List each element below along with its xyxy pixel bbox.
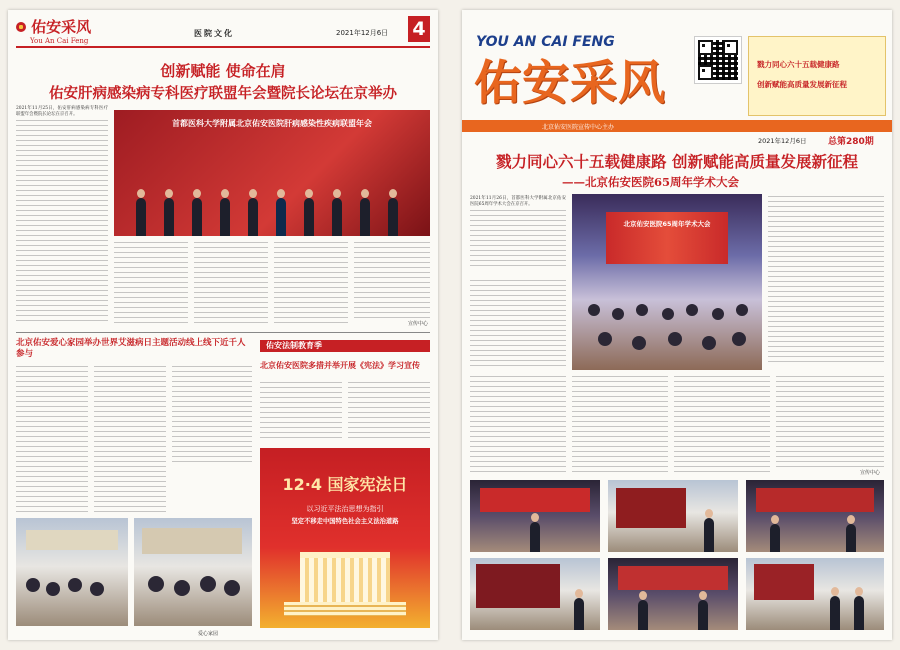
front-headline: 戮力同心六十五载健康路 创新赋能高质量发展新征程 bbox=[496, 152, 858, 171]
photo-screen bbox=[26, 530, 118, 550]
qr-finder-bl bbox=[698, 65, 713, 80]
grid-photo-4-screen bbox=[476, 564, 560, 608]
logo-cn: 佑安采风 bbox=[31, 18, 92, 36]
aids-day-photo-2 bbox=[134, 518, 252, 626]
poster-title: 12·4 国家宪法日 bbox=[282, 475, 408, 494]
article3-col2 bbox=[348, 382, 430, 442]
article2-col1 bbox=[16, 366, 88, 514]
great-hall-icon bbox=[300, 552, 390, 602]
qr-finder-tl bbox=[698, 40, 713, 55]
issue-date: 2021年12月6日 bbox=[336, 29, 389, 37]
page-4 bbox=[8, 10, 438, 640]
front-subhead: ——北京佑安医院65周年学术大会 bbox=[562, 175, 740, 189]
section-name: 医院文化 bbox=[194, 29, 234, 38]
qr-finder-tr bbox=[723, 40, 738, 55]
page-number: 4 bbox=[408, 16, 430, 42]
headline-kicker: 创新赋能 使命在肩 bbox=[160, 62, 286, 80]
article3-headline: 北京佑安医院多措并举开展《宪法》学习宣传 bbox=[260, 360, 420, 370]
poster-subtitle-2: 坚定不移走中国特色社会主义法治道路 bbox=[291, 518, 399, 525]
conference-banner: 北京佑安医院65周年学术大会 bbox=[623, 219, 711, 228]
article1-text bbox=[16, 120, 108, 325]
front-byline: 宣传中心 bbox=[859, 470, 880, 476]
page-header bbox=[16, 16, 430, 48]
article1-byline: 宣传中心 bbox=[407, 321, 428, 327]
article1-col5 bbox=[354, 242, 430, 318]
aids-day-photo-1 bbox=[16, 518, 128, 626]
photo-screen-2 bbox=[142, 528, 242, 554]
issue-number: 总第280期 bbox=[828, 137, 874, 147]
grid-photo-6-screen bbox=[754, 564, 814, 600]
grid-photo-3 bbox=[746, 480, 884, 552]
slogan-box bbox=[748, 36, 886, 116]
section-banner-label: 佑安法制教育季 bbox=[266, 341, 322, 350]
front-col1-mid bbox=[470, 280, 566, 370]
slogan-line-2: 创新赋能高质量发展新征程 bbox=[757, 80, 847, 89]
issue-date-right: 2021年12月6日 bbox=[758, 137, 807, 145]
article2-headline: 北京佑安爱心家园举办世界艾滋病日主题活动线上线下近千人参与 bbox=[16, 338, 246, 359]
slogan-line-1: 戮力同心六十五载健康路 bbox=[757, 60, 840, 69]
article1-col3 bbox=[194, 242, 268, 326]
grid-photo-5-screen bbox=[618, 566, 728, 590]
grid-photo-6 bbox=[746, 558, 884, 630]
stairs-icon bbox=[284, 602, 406, 616]
front-intro-text bbox=[470, 210, 566, 270]
front-page bbox=[462, 10, 892, 640]
qr-code bbox=[694, 36, 742, 84]
grid-photo-5 bbox=[608, 558, 738, 630]
front-col1-low bbox=[470, 376, 566, 474]
masthead-strip bbox=[462, 120, 892, 132]
photo-banner-text: 首都医科大学附属北京佑安医院肝病感染性疾病联盟年会 bbox=[172, 119, 372, 128]
grid-photo-1 bbox=[470, 480, 600, 552]
group-people bbox=[128, 156, 416, 236]
front-col2-low bbox=[572, 376, 668, 474]
grid-photo-3-screen bbox=[756, 488, 874, 512]
masthead-cn: 佑安采风 bbox=[474, 56, 666, 111]
header-rule bbox=[16, 46, 430, 48]
headline: 佑安肝病感染病专科医疗联盟年会暨院长论坛在京举办 bbox=[49, 85, 397, 102]
grid-photo-2 bbox=[608, 480, 738, 552]
front-col4-low bbox=[776, 376, 884, 468]
forum-group-photo bbox=[114, 110, 430, 236]
photo2-caption: 爱心家园 bbox=[198, 631, 219, 637]
poster-subtitle-1: 以习近平法治思想为指引 bbox=[306, 505, 384, 513]
article1-col4 bbox=[274, 242, 348, 326]
academic-conference-photo bbox=[572, 194, 762, 370]
section-banner bbox=[260, 340, 430, 352]
article1-col1 bbox=[16, 106, 108, 336]
article2-col3 bbox=[172, 366, 252, 466]
article1-col2 bbox=[114, 242, 188, 326]
logo bbox=[16, 16, 91, 45]
article1-intro: 2021年11月25日，佑安肝病感染病专科医疗联盟年会暨院长论坛在京召开。 bbox=[16, 106, 108, 117]
article3-col1 bbox=[260, 382, 342, 442]
article2-col2 bbox=[94, 366, 166, 514]
constitution-day-poster bbox=[260, 448, 430, 628]
front-col3-low bbox=[674, 376, 770, 474]
front-col4-top bbox=[768, 196, 884, 364]
front-intro: 2021年11月26日，首都医科大学附属北京佑安医院65周年学术大会在京召开。 bbox=[470, 196, 566, 207]
grid-photo-4 bbox=[470, 558, 600, 630]
logo-pinyin: You An Cai Feng bbox=[30, 37, 89, 45]
grid-photo-1-screen bbox=[480, 488, 590, 512]
divider bbox=[16, 332, 430, 333]
grid-photo-2-screen bbox=[616, 488, 686, 528]
masthead-info: 北京佑安医院宣传中心主办 bbox=[542, 124, 615, 131]
flower-icon bbox=[16, 22, 26, 32]
masthead-en: YOU AN CAI FENG bbox=[476, 34, 615, 50]
front-col1-top bbox=[470, 196, 566, 276]
